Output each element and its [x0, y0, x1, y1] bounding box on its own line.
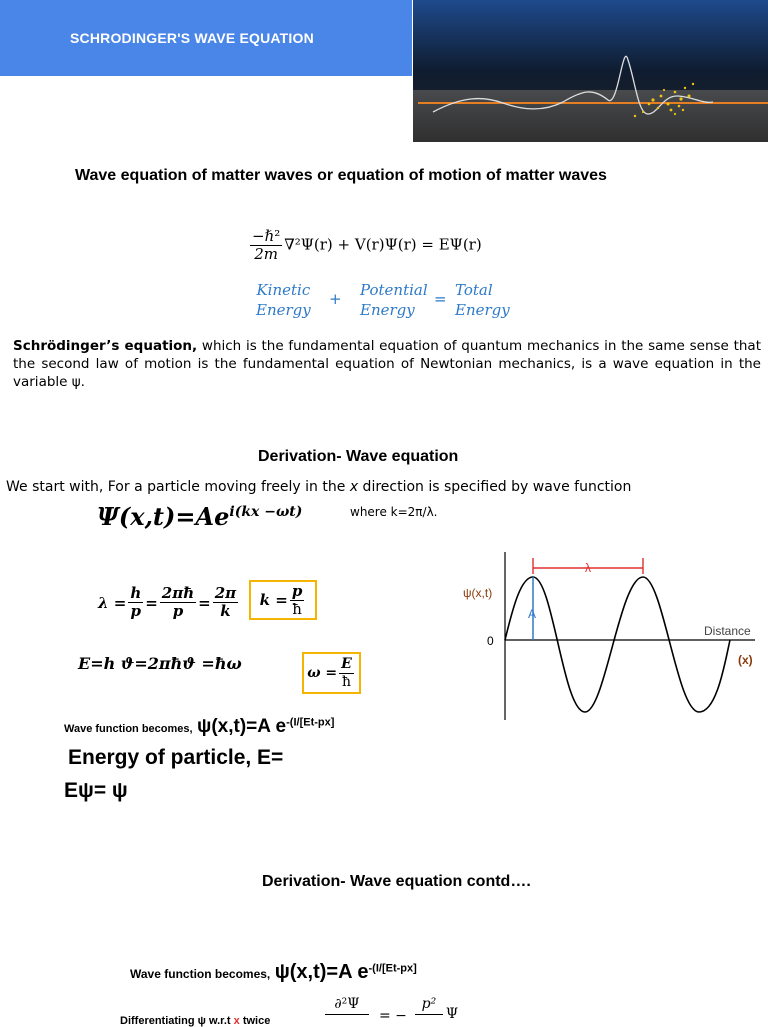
graph-distance-label: Distance: [704, 624, 751, 638]
rhs-psi: Ψ: [445, 1006, 459, 1022]
derivation-heading: Derivation- Wave equation: [258, 448, 459, 465]
graph-y-label: ψ(x,t): [463, 586, 493, 600]
graph-wave-curve: [505, 577, 730, 712]
section-heading: Wave equation of matter waves or equation of motion of matter waves: [75, 167, 607, 184]
paragraph-bold-lead: Schrödinger’s equation,: [13, 338, 198, 354]
rhs-num: p²: [415, 996, 443, 1015]
label-equals: =: [434, 290, 447, 308]
graph-x-label: (x): [738, 653, 753, 667]
derivation-contd-heading: Derivation- Wave equation contd….: [262, 873, 531, 890]
graph-amplitude-label: A: [528, 607, 537, 621]
k-num: p: [291, 581, 303, 600]
label-potential: [360, 280, 428, 320]
wavefunction-becomes: [64, 716, 334, 738]
lambda-f2-num: 2πħ: [161, 584, 195, 602]
k-box: [249, 580, 317, 620]
omega-lhs: ω =: [307, 665, 338, 681]
lambda-eq1: =: [145, 593, 158, 612]
intro-suffix: direction is specified by wave function: [358, 479, 632, 495]
lambda-f3-num: 2π: [214, 584, 237, 602]
label-plus: +: [329, 290, 342, 308]
intro-var: x: [349, 479, 359, 495]
page-title: SCHRODINGER'S WAVE EQUATION: [70, 30, 314, 46]
differentiating-line: [120, 1015, 270, 1027]
diff-suffix: twice: [242, 1015, 271, 1027]
wf-becomes-exp: -(I/[Et-px]: [286, 716, 335, 729]
wf-becomes-main: ψ(x,t)=A e: [197, 716, 287, 737]
lambda-eq2: =: [198, 593, 211, 612]
lambda-f3-den: k: [220, 602, 231, 620]
wf2-label: Wave function becomes,: [130, 967, 271, 981]
wavefunction-equation: [97, 502, 302, 531]
omega-box: [302, 652, 361, 694]
derivation-intro: [6, 479, 631, 495]
wf2-exp: -(I/[Et-px]: [368, 962, 417, 975]
graph-zero-label: 0: [487, 634, 494, 648]
energy-of-particle: Energy of particle, E=: [68, 746, 284, 769]
energy-line: E=h ϑ=2πħϑ =ħω: [78, 654, 242, 673]
omega-num: E: [341, 655, 352, 672]
label-kinetic-line1: Kinetic: [256, 281, 311, 299]
wavefunction-main: Ψ(x,t)=Ae: [97, 502, 230, 531]
lambda-lhs: λ =: [98, 593, 127, 612]
lambda-equation: [98, 585, 240, 620]
label-total-line1: Total: [455, 281, 493, 299]
diff-label: Differentiating ψ w.r.t: [120, 1015, 231, 1027]
intro-prefix: We start with, For a particle moving freely in the: [6, 479, 350, 495]
d2-eq: = −: [379, 1008, 407, 1024]
wave-graph: [455, 552, 760, 722]
label-potential-line1: Potential: [360, 281, 428, 299]
paragraph-body: which is the fundamental equation of quantum mechanics in the same sense that the second law of motion is the fundamental equation of Newtonian mechanics, is a wave equation in the variable ψ.: [13, 338, 761, 390]
diff-var: x: [233, 1015, 240, 1027]
equation-terms: ∇²Ψ(r) + V(r)Ψ(r) = EΨ(r): [284, 235, 482, 254]
wf-becomes-label: Wave function becomes,: [64, 723, 193, 735]
label-total: [455, 280, 510, 320]
label-potential-line2: Energy: [360, 301, 415, 319]
where-note: where k=2π/λ.: [350, 505, 438, 519]
label-total-line2: Energy: [455, 301, 510, 319]
schrodinger-equation: [248, 228, 482, 263]
wavefunction-exponent: i(kx −ωt): [229, 504, 303, 520]
lambda-f2-den: p: [172, 602, 184, 620]
header-wave-image: [413, 0, 768, 142]
k-lhs: k =: [259, 591, 288, 609]
equation-2m: 2m: [254, 245, 279, 263]
wavefunction-becomes-2: [130, 961, 417, 984]
lambda-f1-den: p: [130, 602, 142, 620]
d2-num: ∂²Ψ: [325, 996, 369, 1015]
label-kinetic-line2: Energy: [256, 301, 311, 319]
wf2-main: ψ(x,t)=A e: [274, 961, 369, 983]
description-paragraph: [13, 337, 761, 391]
equation-hbar: −ℏ²: [252, 227, 281, 245]
e-psi: Eψ= ψ: [64, 779, 128, 802]
omega-den: ħ: [341, 673, 351, 690]
second-derivative-equation: [325, 996, 458, 1024]
lambda-f1-num: h: [130, 584, 142, 602]
k-den: ħ: [292, 599, 302, 618]
label-kinetic: [256, 280, 311, 320]
graph-lambda-label: λ: [585, 561, 591, 575]
